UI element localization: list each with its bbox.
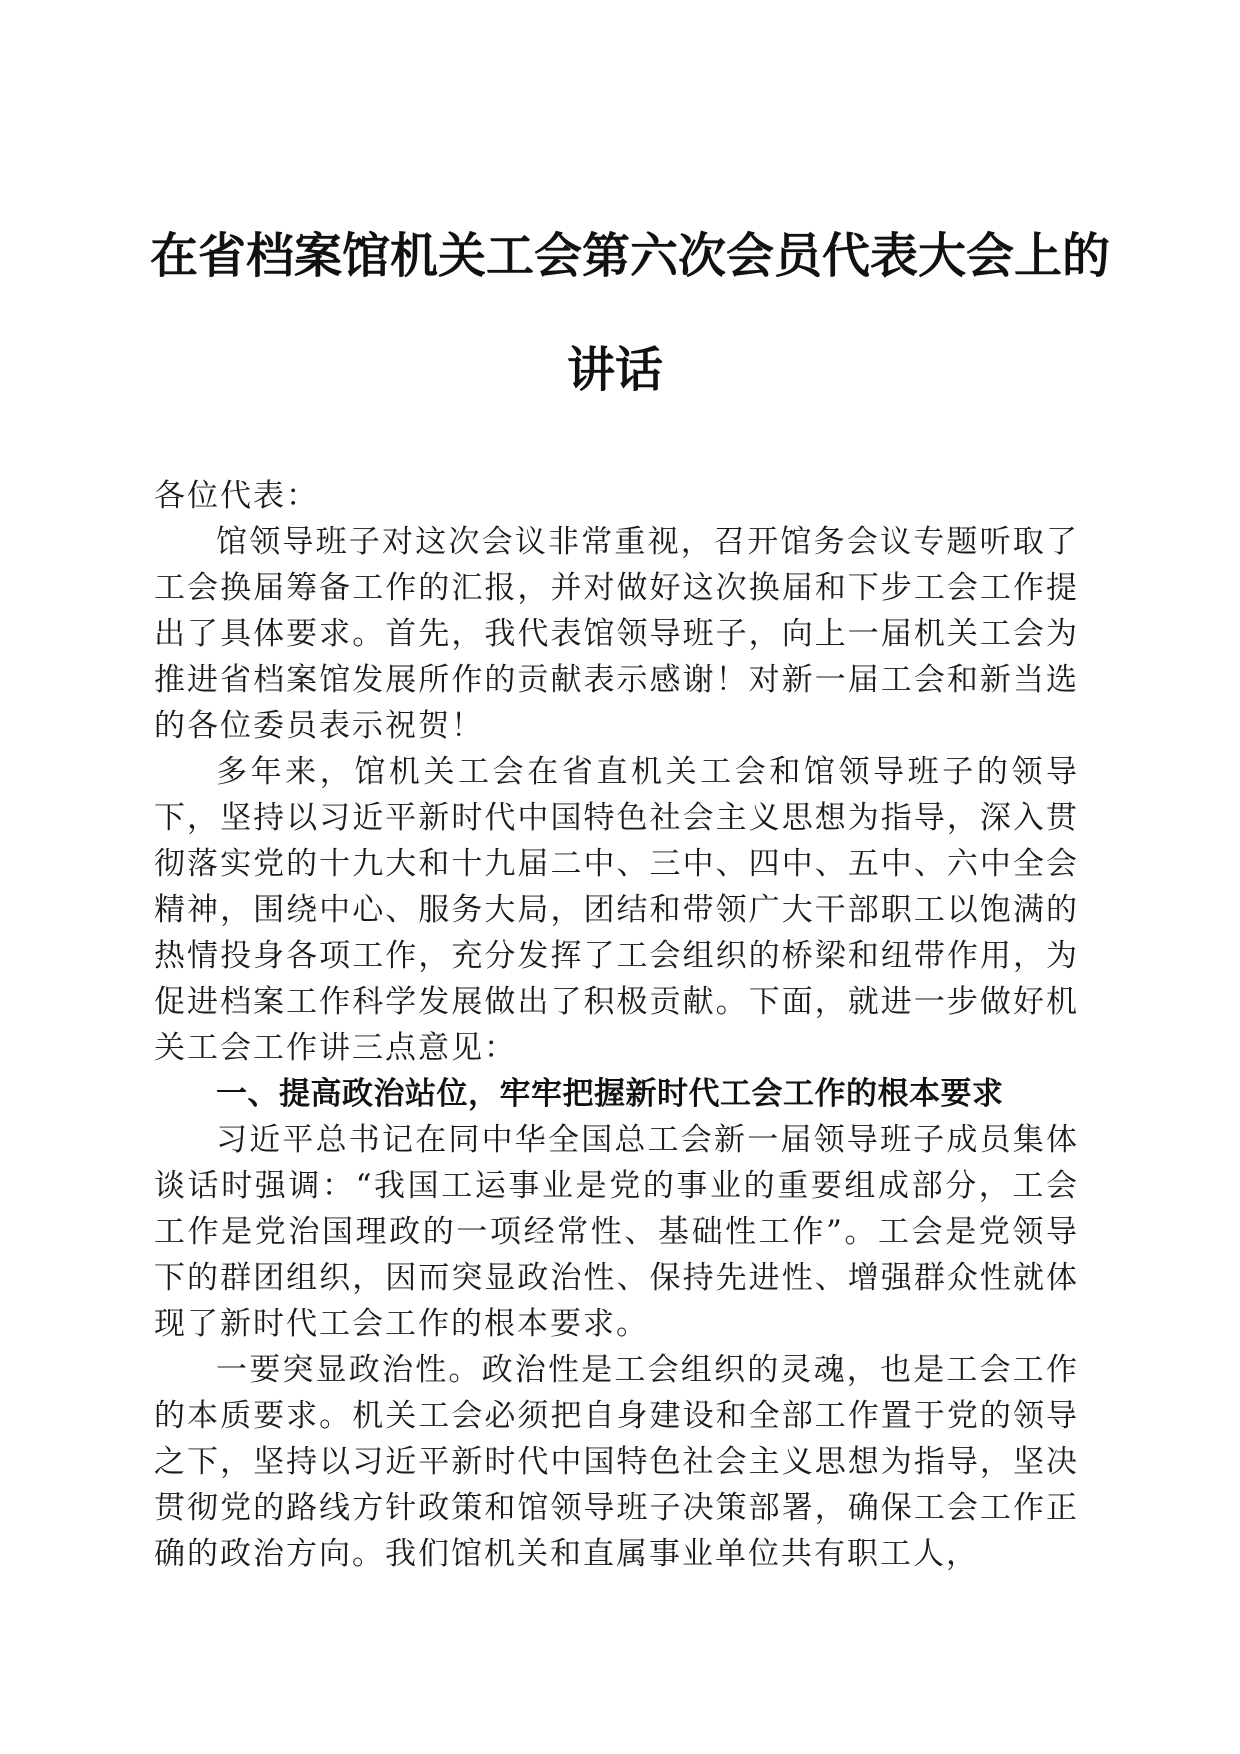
section-paragraph-1: 习近平总书记在同中华全国总工会新一届领导班子成员集体谈话时强调：“我国工运事业是党的事业的重要组成部分，工会工作是党治国理政的一项经常性、基础性工作”。工会是党领导下的群团组织，因而突显政治性、保持先进性、增强群众性就体现了新时代工会工作的根本要求。 — [154, 1122, 1079, 1342]
section-heading-1: 一、提高政治站位，牢牢把握新时代工会工作的根本要求 — [216, 1076, 1004, 1112]
document-title-line-2: 讲话 — [566, 342, 663, 398]
document-body — [154, 473, 1079, 1577]
section-paragraph-2: 一要突显政治性。政治性是工会组织的灵魂，也是工会工作的本质要求。机关工会必须把自身建设和全部工作置于党的领导之下，坚持以习近平新时代中国特色社会主义思想为指导，坚决贯彻党的路线方针政策和馆领导班子决策部署，确保工会工作正确的政治方向。我们馆机关和直属事业单位共有职工人， — [154, 1352, 1079, 1572]
document-title-line-1: 在省档案馆机关工会第六次会员代表大会上的 — [150, 228, 1111, 284]
paragraph-2: 多年来，馆机关工会在省直机关工会和馆领导班子的领导下，坚持以习近平新时代中国特色社会主义思想为指导，深入贯彻落实党的十九大和十九届二中、三中、四中、五中、六中全会精神，围绕中心、服务大局，团结和带领广大干部职工以饱满的热情投身各项工作，充分发挥了工会组织的桥梁和纽带作用，为促进档案工作科学发展做出了积极贡献。下面，就进一步做好机关工会工作讲三点意见： — [154, 754, 1079, 1066]
salutation: 各位代表： — [154, 478, 319, 514]
paragraph-1: 馆领导班子对这次会议非常重视，召开馆务会议专题听取了工会换届筹备工作的汇报，并对做好这次换届和下步工会工作提出了具体要求。首先，我代表馆领导班子，向上一届机关工会为推进省档案馆发展所作的贡献表示感谢！对新一届工会和新当选的各位委员表示祝贺！ — [154, 524, 1079, 744]
